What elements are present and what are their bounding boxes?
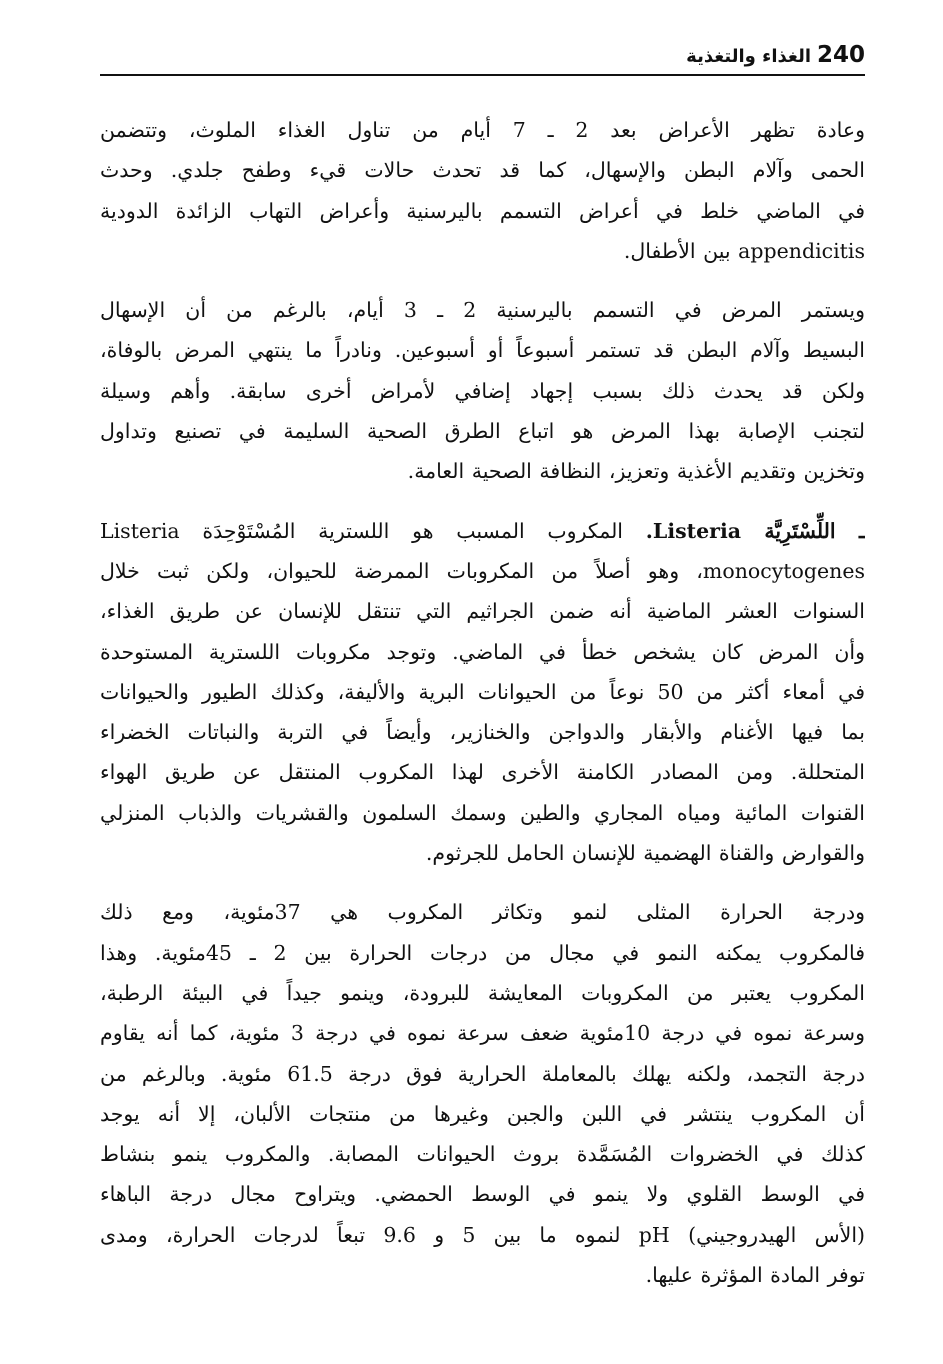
- text-line: وسرعة نموه في درجة 10مئوية ضعف سرعة نموه في درجة 3 مئوية، كما أنه يقاوم: [100, 1021, 865, 1046]
- text-line: بما فيها الأغنام والأبقار والدواجن والخنازير، وأيضاً في التربة والنباتات الخضراء: [100, 720, 865, 745]
- text-line: البسيط وآلام البطن قد تستمر أسبوعاً أو أسبوعين. ونادراً ما ينتهي المرض بالوفاة،: [100, 338, 865, 363]
- text-line: أن المكروب ينتشر في اللبن والجبن وغيرها من منتجات الألبان، إلا أنه يوجد: [100, 1101, 865, 1126]
- text-line: المتحللة. ومن المصادر الكامنة الأخرى لهذا المكروب المنتقل عن طريق الهواء: [100, 760, 865, 785]
- text-line: الحمى وآلام البطن والإسهال، كما قد تحدث حالات قيء وطفح جلدي. وحدث: [100, 158, 865, 183]
- text-line: ودرجة الحرارة المثلى لنمو وتكاثر المكروب هي 37مئوية، ومع ذلك: [100, 900, 865, 925]
- text-line: درجة التجمد، ولكنه يهلك بالمعاملة الحرارية فوق درجة 61.5 مئوية. وبالرغم من: [100, 1061, 865, 1086]
- text-line: في الوسط القلوي ولا ينمو في الوسط الحمضي. ويتراوح مجال درجة الباهاء: [100, 1182, 865, 1207]
- text-line: المكروب يعتبر من المكروبات المعايشة للبرودة، وينمو جيداً في البيئة الرطبة،: [100, 980, 865, 1005]
- text-line-rest: المكروب المسبب هو اللسترية المُسْتَوْحِدَة Listeria: [100, 518, 624, 543]
- page-number: 240: [816, 42, 865, 68]
- text-line: في أمعاء أكثر من 50 نوعاً من الحيوانات البرية والأليفة، وكذلك الطيور والحيوانات: [100, 679, 865, 704]
- text-line: كذلك في الخضروات المُسَمَّدة بروث الحيوانات المصابة. والمكروب ينمو بنشاط: [100, 1142, 865, 1167]
- paragraph-symptoms: [100, 110, 865, 271]
- paragraph-gap: [100, 271, 865, 290]
- text-line: ويستمر المرض في التسمم باليرسنية 2 ـ 3 أيام، بالرغم من أن الإسهال: [100, 298, 865, 323]
- text-line: (الأس الهيدروجيني) pH لنموه ما بين 5 و 9.6 تبعاً لدرجات الحرارة، ومدى: [100, 1222, 865, 1247]
- section-lead-listeria: ـ اللِّسْتَرِيَّة Listeria.: [645, 518, 865, 543]
- text-line: القنوات المائية ومياه المجاري والطين وسمك السلمون والقشريات والذباب المنزلي: [100, 800, 865, 825]
- paragraph-temperature: [100, 892, 865, 1295]
- header-rule: [100, 74, 865, 76]
- text-line: لتجنب الإصابة بهذا المرض هو اتباع الطرق الصحية السليمة في تصنيع وتداول: [100, 419, 865, 444]
- running-title: الغذاء والتغذية: [686, 46, 811, 67]
- text-line: appendicitis بين الأطفال.: [623, 238, 865, 263]
- paragraph-gap: [100, 492, 865, 511]
- text-line: والقوارض والقناة الهضمية للإنسان الحامل للجرثوم.: [425, 841, 865, 866]
- text-line: وعادة تظهر الأعراض بعد 2 ـ 7 أيام من تناول الغذاء الملوث، وتتضمن: [100, 118, 865, 142]
- text-line: monocytogenes، وهو أصلاً من المكروبات الممرضة للحيوان، ولكن ثبت خلال: [100, 558, 865, 583]
- body-text: [100, 110, 865, 1295]
- text-line: السنوات العشر الماضية أنه ضمن الجراثيم التي تنتقل للإنسان عن طريق الغذاء،: [100, 599, 865, 624]
- text-line: [100, 511, 865, 551]
- paragraph-duration: [100, 290, 865, 491]
- paragraph-gap: [100, 873, 865, 892]
- page-header: [100, 40, 865, 76]
- text-line: فالمكروب يمكنه النمو في مجال من درجات الحرارة بين 2 ـ 45مئوية. وهذا: [100, 940, 865, 965]
- text-line: توفر المادة المؤثرة عليها.: [645, 1263, 865, 1288]
- text-line: وأن المرض كان يشخص خطأ في الماضي. وتوجد مكروبات اللسترية المستوحدة: [100, 639, 865, 664]
- text-line: وتخزين وتقديم الأغذية وتعزيز، النظافة الصحية العامة.: [407, 459, 865, 484]
- text-line: ولكن قد يحدث ذلك بسبب إجهاد إضافي لأمراض أخرى سابقة. وأهم وسيلة: [100, 378, 865, 403]
- text-line: في الماضي خلط في أعراض التسمم باليرسنية وأعراض التهاب الزائدة الدودية: [100, 198, 865, 223]
- paragraph-listeria: [100, 511, 865, 874]
